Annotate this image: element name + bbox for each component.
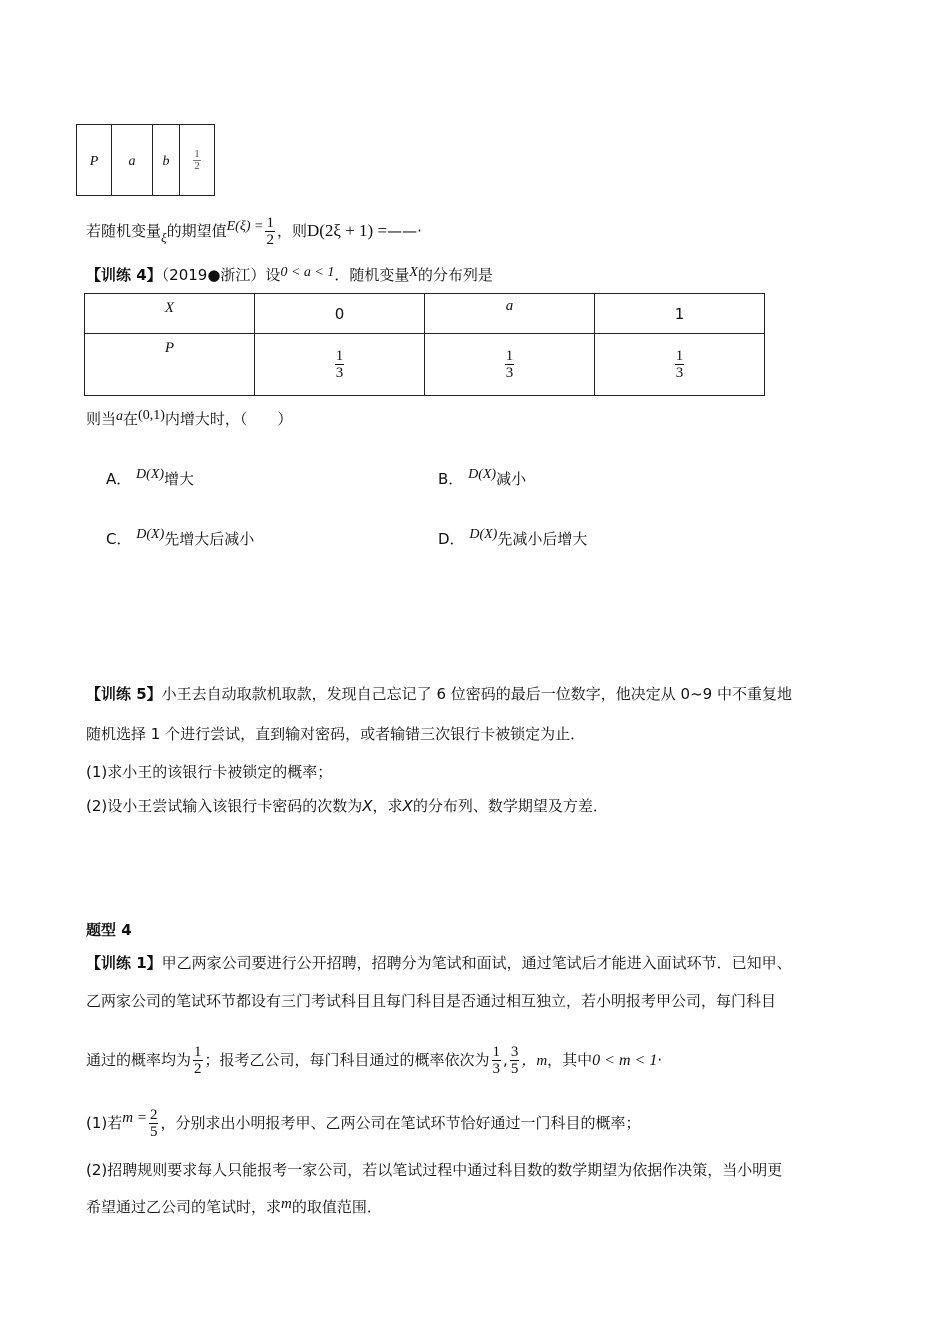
- train1-line1: 【训练 1】甲乙两家公司要进行公开招聘，招聘分为笔试和面试，通过笔试后才能进入面试环节．已知甲、: [86, 954, 792, 972]
- option-d[interactable]: D． D(X)先减小后增大: [438, 527, 588, 548]
- train1-q2-line1: (2)招聘规则要求每人只能报考一家公司，若以笔试过程中通过科目数的数学期望为依据作决策，当小明更: [86, 1161, 783, 1179]
- train1-q2-line2: 希望通过乙公司的笔试时，求m的取值范围．: [86, 1196, 382, 1216]
- option-b[interactable]: B． D(X)减小: [438, 467, 527, 488]
- table-cell: P: [77, 125, 112, 196]
- train5-line1: 【训练 5】小王去自动取款机取款，发现自己忘记了 6 位密码的最后一位数字，他决定从 0~9 中不重复地: [86, 685, 792, 703]
- table-cell: [425, 334, 595, 396]
- fraction: $\frac{1}{2}$: [194, 1044, 202, 1077]
- table-cell: a: [425, 294, 595, 334]
- fraction: $\frac{1}{2}$: [194, 147, 200, 172]
- distribution-table: [84, 293, 765, 396]
- fraction: $\frac{1}{3}$: [492, 1044, 501, 1077]
- table-cell: X: [85, 294, 255, 334]
- expectation-line: 若随机变量ξ的期望值E(ξ) = $\frac{1}{2}$ ，则D(2ξ + 1) =——·: [86, 215, 422, 248]
- train1-line2: 乙两家公司的笔试环节都设有三门考试科目且每门科目是否通过相互独立，若小明报考甲公司，每门科目: [86, 992, 777, 1010]
- train5-q1: (1)求小王的该银行卡被锁定的概率；: [86, 763, 333, 781]
- option-a[interactable]: A． D(X)增大: [106, 467, 195, 488]
- train5-q2: (2)设小王尝试输入该银行卡密码的次数为X，求X的分布列、数学期望及方差．: [86, 797, 608, 815]
- train1-q1: (1)若m = $\frac{2}{5}$ ，分别求出小明报考甲、乙两公司在笔试环节恰好通过一门科目的概率；: [86, 1107, 641, 1140]
- fraction: $\frac{1}{2}$: [266, 215, 274, 248]
- train5-line2: 随机选择 1 个进行尝试，直到输对密码，或者输错三次银行卡被锁定为止．: [86, 725, 586, 743]
- train4-heading: 【训练 4】（2019●浙江）设0 < a < 1．随机变量X的分布列是: [86, 265, 493, 284]
- table-cell: P: [85, 334, 255, 396]
- train4-question: 则当a在(0,1)内增大时，（ ）: [86, 408, 293, 428]
- train1-line3: 通过的概率均为 $\frac{1}{2}$ ；报考乙公司，每门科目通过的概率依次为 $\frac{1}{3}$ , $\frac{3}{5}$ ，m，其中0 < m < 1·: [86, 1044, 663, 1077]
- table-cell: [180, 125, 215, 196]
- small-distribution-table: [76, 124, 215, 196]
- table-cell: [255, 334, 425, 396]
- table-cell: 0: [255, 294, 425, 334]
- option-c[interactable]: C． D(X)先增大后减小: [106, 527, 255, 548]
- section-title: 题型 4: [86, 921, 132, 939]
- table-cell: 1: [595, 294, 765, 334]
- table-cell: [595, 334, 765, 396]
- fraction: $\frac{2}{5}$: [149, 1107, 158, 1140]
- fraction: $\frac{1}{3}$: [335, 348, 344, 381]
- fraction: $\frac{3}{5}$: [510, 1044, 519, 1077]
- table-cell: a: [112, 125, 153, 196]
- fraction: $\frac{1}{3}$: [505, 348, 514, 381]
- fraction: $\frac{1}{3}$: [675, 348, 684, 381]
- table-cell: b: [153, 125, 180, 196]
